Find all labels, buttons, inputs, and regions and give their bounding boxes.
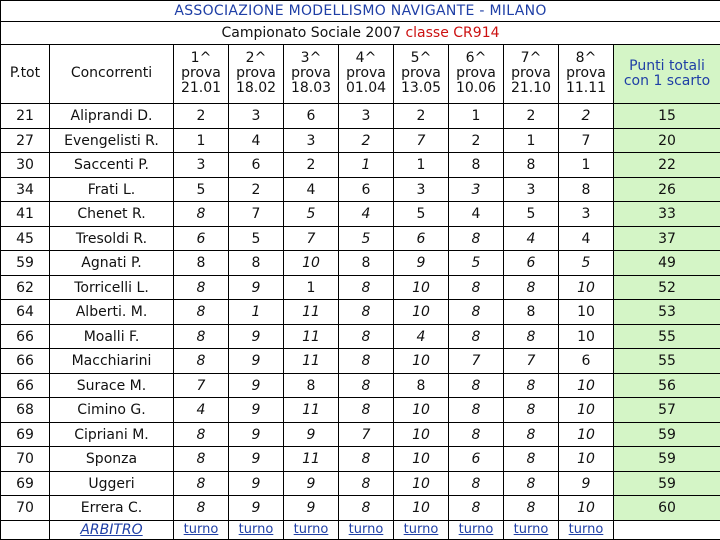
score-cell: 6 (229, 153, 284, 178)
prova-header-date: 01.04 (345, 80, 387, 97)
turno-cell: turno (229, 520, 284, 539)
score-cell: 8 (174, 349, 229, 374)
association-title: ASSOCIAZIONE MODELLISMO NAVIGANTE - MILANO (1, 1, 720, 22)
score-cell: 9 (394, 251, 449, 276)
ptot-cell: 21 (1, 104, 50, 129)
table-row (1, 422, 720, 447)
score-cell: 5 (559, 251, 614, 276)
score-cell: 3 (394, 177, 449, 202)
total-cell: 53 (614, 300, 720, 325)
ptot-cell: 27 (1, 128, 50, 153)
total-cell: 33 (614, 202, 720, 227)
turno-cell: turno (339, 520, 394, 539)
prova-header-n: 4^ (355, 50, 377, 67)
prova-header-label: prova (566, 65, 606, 82)
prova-header-date: 18.02 (235, 80, 277, 97)
score-cell: 2 (559, 104, 614, 129)
prova-header-label: prova (236, 65, 276, 82)
prova-header-date: 10.06 (455, 80, 497, 97)
score-cell: 8 (229, 251, 284, 276)
score-cell: 8 (449, 373, 504, 398)
score-cell: 5 (284, 202, 339, 227)
score-cell: 10 (394, 447, 449, 472)
score-cell: 7 (504, 349, 559, 374)
arbitro-spacer (1, 520, 50, 539)
score-cell: 8 (504, 373, 559, 398)
score-cell: 6 (394, 226, 449, 251)
total-header-line1: Punti totali (629, 57, 705, 74)
competitor-name: Tresoldi R. (50, 226, 174, 251)
score-cell: 2 (229, 177, 284, 202)
score-cell: 10 (559, 373, 614, 398)
column-header-row (1, 44, 720, 104)
score-cell: 8 (174, 422, 229, 447)
competitor-name: Errera C. (50, 496, 174, 521)
score-cell: 3 (174, 153, 229, 178)
score-cell: 10 (559, 422, 614, 447)
score-cell: 8 (504, 300, 559, 325)
prova-header-n: 7^ (520, 50, 542, 67)
prova-header-n: 6^ (465, 50, 487, 67)
table-row (1, 226, 720, 251)
score-cell: 4 (559, 226, 614, 251)
prova-header-label: prova (456, 65, 496, 82)
table-row (1, 128, 720, 153)
prova-header-date: 11.11 (565, 80, 607, 97)
table-row (1, 349, 720, 374)
score-cell: 4 (174, 398, 229, 423)
score-cell: 9 (229, 471, 284, 496)
total-cell: 15 (614, 104, 720, 129)
score-cell: 8 (504, 153, 559, 178)
score-cell: 8 (339, 373, 394, 398)
score-cell: 7 (339, 422, 394, 447)
score-cell: 10 (394, 398, 449, 423)
table-row (1, 300, 720, 325)
score-cell: 2 (339, 128, 394, 153)
score-cell: 2 (504, 104, 559, 129)
score-cell: 2 (449, 128, 504, 153)
championship-subtitle (1, 22, 720, 44)
score-cell: 8 (174, 324, 229, 349)
score-cell: 8 (504, 422, 559, 447)
prova-header-n: 1^ (190, 50, 212, 67)
score-cell: 8 (449, 324, 504, 349)
score-cell: 1 (449, 104, 504, 129)
turno-cell: turno (559, 520, 614, 539)
score-cell: 8 (339, 447, 394, 472)
score-cell: 7 (559, 128, 614, 153)
score-cell: 9 (284, 496, 339, 521)
prova-header (394, 44, 449, 104)
arbitro-label: ARBITRO (50, 520, 174, 539)
score-cell: 5 (229, 226, 284, 251)
score-cell: 8 (174, 447, 229, 472)
score-cell: 10 (394, 422, 449, 447)
table-row (1, 251, 720, 276)
score-cell: 8 (449, 153, 504, 178)
total-cell: 26 (614, 177, 720, 202)
score-cell: 8 (504, 324, 559, 349)
prova-header (229, 44, 284, 104)
score-cell: 11 (284, 300, 339, 325)
competitor-name: Cipriani M. (50, 422, 174, 447)
score-cell: 7 (284, 226, 339, 251)
score-cell: 8 (339, 251, 394, 276)
score-cell: 4 (449, 202, 504, 227)
score-cell: 8 (174, 471, 229, 496)
table-row (1, 447, 720, 472)
score-cell: 8 (449, 275, 504, 300)
score-cell: 8 (174, 275, 229, 300)
total-cell: 57 (614, 398, 720, 423)
score-cell: 3 (284, 128, 339, 153)
score-cell: 8 (449, 300, 504, 325)
total-header-line2: con 1 scarto (623, 72, 711, 89)
prova-header (449, 44, 504, 104)
competitor-name: Macchiarini (50, 349, 174, 374)
score-cell: 6 (449, 447, 504, 472)
table-row (1, 104, 720, 129)
total-cell: 52 (614, 275, 720, 300)
score-cell: 8 (174, 496, 229, 521)
score-cell: 9 (559, 471, 614, 496)
ptot-cell: 59 (1, 251, 50, 276)
score-cell: 9 (229, 398, 284, 423)
score-cell: 8 (449, 398, 504, 423)
competitor-name: Evengelisti R. (50, 128, 174, 153)
competitor-name: Uggeri (50, 471, 174, 496)
prova-header-label: prova (511, 65, 551, 82)
competitor-name: Surace M. (50, 373, 174, 398)
score-cell: 9 (229, 275, 284, 300)
score-cell: 9 (229, 422, 284, 447)
score-cell: 1 (394, 153, 449, 178)
score-cell: 2 (284, 153, 339, 178)
score-cell: 10 (394, 496, 449, 521)
class-label: classe CR914 (405, 24, 500, 41)
score-cell: 1 (229, 300, 284, 325)
score-cell: 9 (229, 324, 284, 349)
score-cell: 8 (504, 471, 559, 496)
score-cell: 10 (394, 471, 449, 496)
score-cell: 10 (559, 398, 614, 423)
score-cell: 8 (449, 422, 504, 447)
arbitro-total-spacer (614, 520, 720, 539)
score-cell: 2 (394, 104, 449, 129)
total-cell: 55 (614, 349, 720, 374)
concorrenti-header: Concorrenti (50, 44, 174, 104)
ptot-cell: 70 (1, 496, 50, 521)
total-cell: 49 (614, 251, 720, 276)
turno-cell: turno (504, 520, 559, 539)
ptot-cell: 66 (1, 373, 50, 398)
score-cell: 9 (229, 447, 284, 472)
score-cell: 8 (504, 496, 559, 521)
total-cell: 22 (614, 153, 720, 178)
score-cell: 10 (559, 324, 614, 349)
table-row (1, 177, 720, 202)
score-cell: 6 (284, 104, 339, 129)
total-cell: 56 (614, 373, 720, 398)
prova-header (174, 44, 229, 104)
score-cell: 10 (284, 251, 339, 276)
total-cell: 59 (614, 422, 720, 447)
score-cell: 5 (504, 202, 559, 227)
score-cell: 5 (339, 226, 394, 251)
score-cell: 11 (284, 324, 339, 349)
score-cell: 10 (559, 275, 614, 300)
score-cell: 10 (394, 275, 449, 300)
score-cell: 1 (559, 153, 614, 178)
score-cell: 4 (339, 202, 394, 227)
ptot-cell: 45 (1, 226, 50, 251)
score-cell: 10 (394, 349, 449, 374)
ptot-cell: 66 (1, 324, 50, 349)
competitor-name: Moalli F. (50, 324, 174, 349)
ptot-cell: 64 (1, 300, 50, 325)
score-cell: 11 (284, 398, 339, 423)
table-row (1, 153, 720, 178)
score-cell: 4 (284, 177, 339, 202)
score-cell: 5 (449, 251, 504, 276)
competitor-name: Cimino G. (50, 398, 174, 423)
score-cell: 6 (339, 177, 394, 202)
score-cell: 6 (559, 349, 614, 374)
table-row (1, 275, 720, 300)
prova-header (339, 44, 394, 104)
results-body (1, 104, 720, 521)
ptot-cell: 70 (1, 447, 50, 472)
score-cell: 3 (229, 104, 284, 129)
score-cell: 8 (339, 471, 394, 496)
turno-cell: turno (284, 520, 339, 539)
score-cell: 10 (559, 447, 614, 472)
prova-header-n: 3^ (300, 50, 322, 67)
score-cell: 3 (449, 177, 504, 202)
score-cell: 8 (449, 471, 504, 496)
total-cell: 59 (614, 447, 720, 472)
prova-header-date: 21.01 (180, 80, 222, 97)
ptot-cell: 69 (1, 471, 50, 496)
prova-header-label: prova (346, 65, 386, 82)
ptot-cell: 66 (1, 349, 50, 374)
score-cell: 8 (559, 177, 614, 202)
score-cell: 8 (339, 300, 394, 325)
score-cell: 1 (339, 153, 394, 178)
score-cell: 10 (559, 496, 614, 521)
score-cell: 2 (174, 104, 229, 129)
prova-header-date: 21.10 (510, 80, 552, 97)
score-cell: 8 (174, 300, 229, 325)
ptot-cell: 34 (1, 177, 50, 202)
score-cell: 8 (339, 398, 394, 423)
score-cell: 1 (174, 128, 229, 153)
score-cell: 1 (284, 275, 339, 300)
competitor-name: Frati L. (50, 177, 174, 202)
score-cell: 8 (339, 349, 394, 374)
prova-header (559, 44, 614, 104)
prova-header-label: prova (181, 65, 221, 82)
score-cell: 9 (229, 496, 284, 521)
score-cell: 8 (449, 226, 504, 251)
score-cell: 8 (339, 496, 394, 521)
prova-header-label: prova (291, 65, 331, 82)
prova-header-date: 18.03 (290, 80, 332, 97)
subtitle-text: Campionato Sociale 2007 (221, 24, 402, 41)
table-row (1, 202, 720, 227)
table-row (1, 373, 720, 398)
score-cell: 7 (449, 349, 504, 374)
score-cell: 10 (559, 300, 614, 325)
score-cell: 8 (504, 275, 559, 300)
table-row (1, 398, 720, 423)
score-cell: 9 (229, 373, 284, 398)
score-cell: 3 (504, 177, 559, 202)
score-cell: 8 (174, 251, 229, 276)
score-cell: 8 (504, 447, 559, 472)
score-cell: 6 (174, 226, 229, 251)
table-row (1, 471, 720, 496)
ptot-cell: 30 (1, 153, 50, 178)
total-cell: 20 (614, 128, 720, 153)
competitor-name: Torricelli L. (50, 275, 174, 300)
competitor-name: Saccenti P. (50, 153, 174, 178)
score-cell: 8 (174, 202, 229, 227)
competitor-name: Chenet R. (50, 202, 174, 227)
total-cell: 55 (614, 324, 720, 349)
ptot-cell: 41 (1, 202, 50, 227)
score-cell: 7 (174, 373, 229, 398)
turno-cell: turno (449, 520, 504, 539)
prova-header (284, 44, 339, 104)
score-cell: 9 (229, 349, 284, 374)
total-cell: 60 (614, 496, 720, 521)
total-header (614, 44, 720, 104)
prova-header-n: 2^ (245, 50, 267, 67)
score-cell: 10 (394, 300, 449, 325)
arbitro-row (1, 520, 720, 539)
score-cell: 6 (504, 251, 559, 276)
total-cell: 37 (614, 226, 720, 251)
score-cell: 8 (394, 373, 449, 398)
score-cell: 8 (284, 373, 339, 398)
score-cell: 8 (449, 496, 504, 521)
prova-header-n: 5^ (410, 50, 432, 67)
competitor-name: Aliprandi D. (50, 104, 174, 129)
score-cell: 11 (284, 447, 339, 472)
ptot-cell: 69 (1, 422, 50, 447)
score-cell: 7 (394, 128, 449, 153)
prova-header-label: prova (401, 65, 441, 82)
score-cell: 1 (504, 128, 559, 153)
score-cell: 9 (284, 422, 339, 447)
competitor-name: Agnati P. (50, 251, 174, 276)
turno-cell: turno (394, 520, 449, 539)
table-row (1, 496, 720, 521)
competitor-name: Alberti. M. (50, 300, 174, 325)
ptot-cell: 68 (1, 398, 50, 423)
score-cell: 4 (394, 324, 449, 349)
turno-cell: turno (174, 520, 229, 539)
score-cell: 8 (339, 275, 394, 300)
table-row (1, 324, 720, 349)
prova-header-date: 13.05 (400, 80, 442, 97)
score-cell: 4 (504, 226, 559, 251)
score-cell: 5 (394, 202, 449, 227)
score-cell: 8 (504, 398, 559, 423)
prova-header (504, 44, 559, 104)
score-cell: 8 (339, 324, 394, 349)
score-cell: 3 (339, 104, 394, 129)
score-cell: 9 (284, 471, 339, 496)
score-cell: 5 (174, 177, 229, 202)
score-cell: 4 (229, 128, 284, 153)
score-cell: 11 (284, 349, 339, 374)
score-cell: 3 (559, 202, 614, 227)
total-cell: 59 (614, 471, 720, 496)
score-cell: 7 (229, 202, 284, 227)
competitor-name: Sponza (50, 447, 174, 472)
ptot-cell: 62 (1, 275, 50, 300)
ptot-header: P.tot (1, 44, 50, 104)
prova-header-n: 8^ (575, 50, 597, 67)
